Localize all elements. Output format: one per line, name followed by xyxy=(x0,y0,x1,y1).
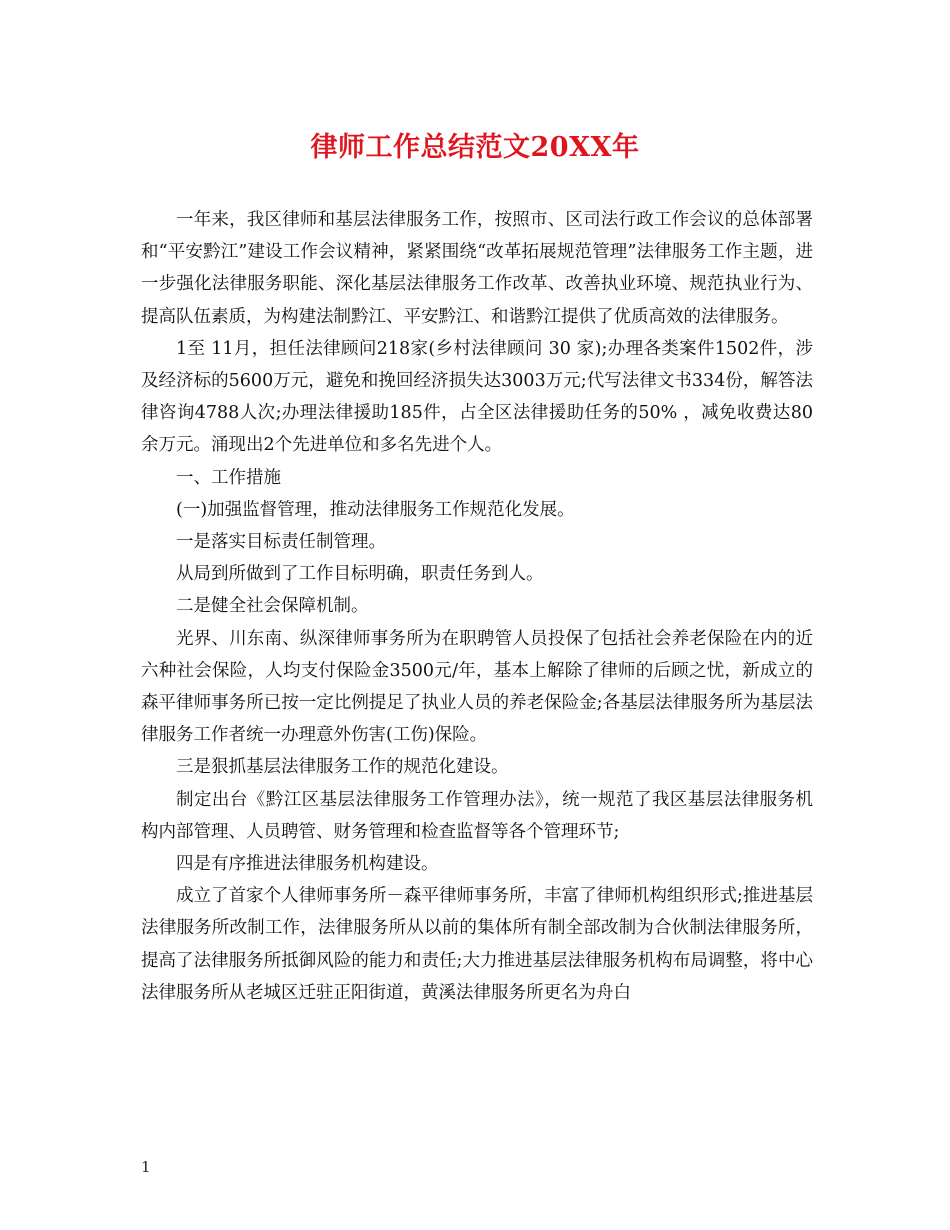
paragraph-social-security: 光界、川东南、纵深律师事务所为在职聘管人员投保了包括社会养老保险在内的近六种社会保险，人均支付保险金3500元/年，基本上解除了律师的后顾之忧，新成立的森平律师事务所已按一定比例提足了执业人员的养老保险金;各基层法律服务所为基层法律服务工作者统一办理意外伤害(工伤)保险。 xyxy=(141,628,813,746)
subsection-heading-supervision: (一)加强监督管理，推动法律服务工作规范化发展。 xyxy=(176,499,575,520)
paragraph-intro: 一年来，我区律师和基层法律服务工作，按照市、区司法行政工作会议的总体部署和“平安黔江”建设工作会议精神，紧紧围绕“改革拓展规范管理”法律服务工作主题，进一步强化法律服务职能、深化基层法律服务工作改革、改善执业环境、规范执业行为、提高队伍素质，为构建法制黔江、平安黔江、和谐黔江提供了优质高效的法律服务。 xyxy=(141,210,813,327)
item-heading-responsibility: 一是落实目标责任制管理。 xyxy=(176,532,386,553)
paragraph-standardization: 制定出台《黔江区基层法律服务工作管理办法》，统一规范了我区基层法律服务机构内部管理、人员聘管、财务管理和检查监督等各个管理环节; xyxy=(141,789,813,842)
paragraph-institution-building: 成立了首家个人律师事务所－森平律师事务所，丰富了律师机构组织形式;推进基层法律服务所改制工作，法律服务所从以前的集体所有制全部改制为合伙制法律服务所，提高了法律服务所抵御风险的能力和责任;大力推进基层法律服务机构布局调整，将中心法律服务所从老城区迁驻正阳街道，黄溪法律服务所更名为舟白 xyxy=(141,886,813,1003)
section-heading-measures: 一、工作措施 xyxy=(176,467,281,488)
paragraph-responsibility: 从局到所做到了工作目标明确，职责任务到人。 xyxy=(176,564,544,585)
page-number: 1 xyxy=(141,1158,151,1176)
item-heading-institution-building: 四是有序推进法律服务机构建设。 xyxy=(176,854,439,875)
document-title: 律师工作总结范文20XX年 xyxy=(310,132,640,163)
item-heading-social-security: 二是健全社会保障机制。 xyxy=(176,596,369,617)
document-body xyxy=(141,204,813,1009)
item-heading-standardization: 三是狠抓基层法律服务工作的规范化建设。 xyxy=(176,757,509,778)
paragraph-statistics: 1至 11月，担任法律顾问218家(乡村法律顾问 30 家);办理各类案件1502件，涉及经济标的5600万元，避免和挽回经济损失达3003万元;代写法律文书334份，解答法律咨询4788人次;办理法律援助185件，占全区法律援助任务的50% ，减免收费达80余万元。涌现出2个先进单位和多名先进个人。 xyxy=(141,338,813,456)
